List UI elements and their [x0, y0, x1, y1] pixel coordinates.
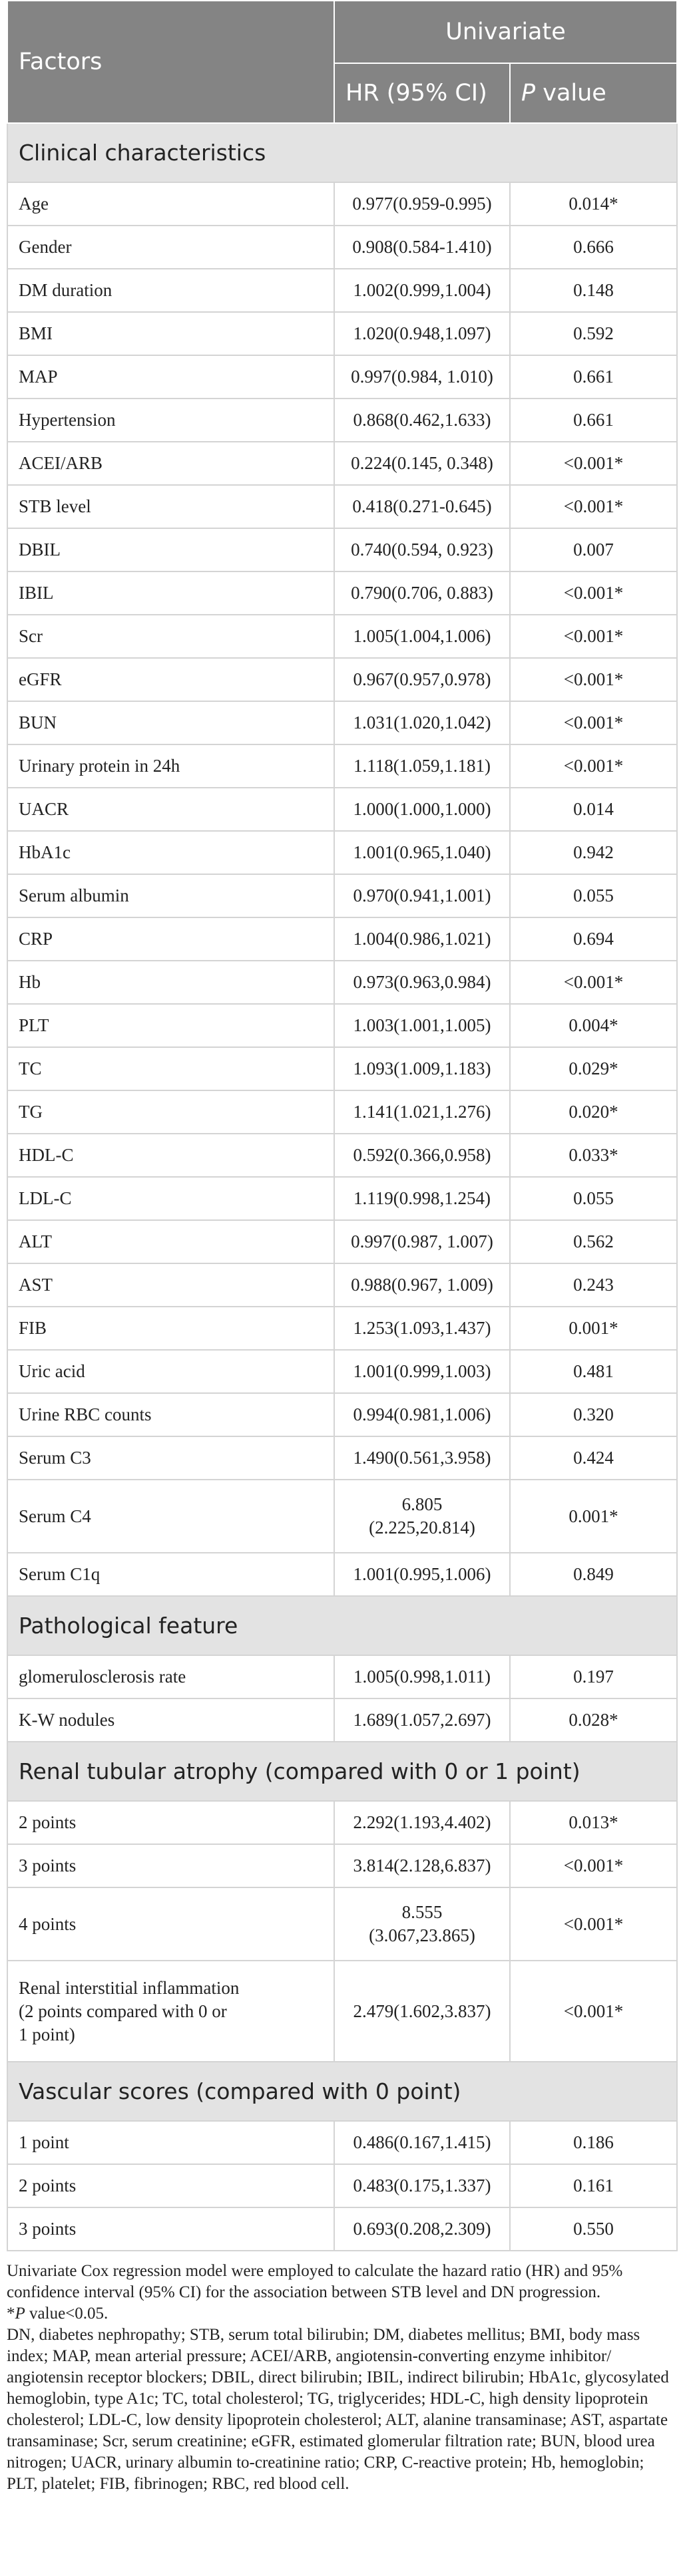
factor-label: BUN	[19, 713, 57, 732]
factor-cell	[7, 1177, 334, 1220]
hr-ci-cell	[334, 2164, 510, 2207]
table-row	[7, 1177, 677, 1220]
univariate-cox-table	[7, 0, 678, 2251]
factor-cell	[7, 1220, 334, 1263]
table-row	[7, 1307, 677, 1350]
factor-cell	[7, 874, 334, 917]
factor-label: Hypertension	[19, 410, 116, 430]
hr-value: 1.001(0.999,1.003)	[353, 1361, 491, 1381]
factor-label: CRP	[19, 929, 53, 949]
factor-label: Gender	[19, 237, 72, 257]
p-value-cell: 0.014*	[510, 182, 677, 226]
factor-label: PLT	[19, 1015, 49, 1035]
factor-cell	[7, 182, 334, 226]
table-row	[7, 917, 677, 961]
footnote-abbreviations: DN, diabetes nephropathy; STB, serum total bilirubin; DM, diabetes mellitus; BMI, body mass index; MAP, mean arterial pressure; ACEI/ARB, angiotensin-converting enzyme inhibitor/ angiotensin receptor blockers; DBIL, direct bilirubin; IBIL, indirect bilirubin; HbA1c, glycosylated hemoglobin, type A1c; TC, total cholesterol; TG, triglycerides; HDL-C, high density lipoprotein cholesterol; LDL-C, low density lipoprotein cholesterol; ALT, alanine transaminase; AST, aspartate transaminase; Scr, serum creatinine; eGFR, estimated glomerular filtration rate; BUN, blood urea nitrogen; UACR, urinary albumin to-creatinine ratio; CRP, C-reactive protein; Hb, hemoglobin; PLT, platelet; FIB, fibrinogen; RBC, red blood cell.	[7, 2326, 669, 2493]
p-value-cell: 0.013*	[510, 1801, 677, 1844]
header-p-italic: P	[521, 80, 536, 106]
hr-value: 0.790(0.706, 0.883)	[351, 583, 493, 603]
table-row	[7, 1655, 677, 1698]
hr-ci-cell	[334, 788, 510, 831]
factor-label: 3 points	[19, 2219, 77, 2239]
table-row	[7, 1090, 677, 1134]
factor-label: ACEI/ARB	[19, 453, 103, 473]
factor-cell	[7, 312, 334, 355]
hr-ci-cell	[334, 528, 510, 571]
table-row	[7, 485, 677, 528]
table-row	[7, 1393, 677, 1436]
hr-ci-cell	[334, 917, 510, 961]
table-row	[7, 1350, 677, 1393]
factor-label: DM duration	[19, 280, 113, 300]
table-row	[7, 1887, 677, 1961]
hr-value: 0.486(0.167,1.415)	[353, 2132, 491, 2152]
p-value-cell: 0.849	[510, 1553, 677, 1596]
table-row	[7, 1220, 677, 1263]
factor-cell	[7, 1047, 334, 1090]
hr-ci-cell	[334, 2207, 510, 2251]
hr-value: 1.003(1.001,1.005)	[353, 1015, 491, 1035]
hr-ci-cell	[334, 442, 510, 485]
factor-cell	[7, 226, 334, 269]
hr-ci-cell	[334, 1134, 510, 1177]
hr-value: 1.002(0.999,1.004)	[353, 280, 491, 300]
table-footnotes	[7, 2261, 672, 2495]
table-row	[7, 2207, 677, 2251]
factor-cell	[7, 269, 334, 312]
hr-ci-cell	[334, 1961, 510, 2062]
hr-ci-cell	[334, 1004, 510, 1047]
table-row	[7, 1134, 677, 1177]
hr-ci-cell	[334, 1220, 510, 1263]
factor-label: UACR	[19, 799, 69, 819]
p-value-cell: 0.197	[510, 1655, 677, 1698]
header-factors: Factors	[7, 1, 334, 123]
factor-cell	[7, 1655, 334, 1698]
p-value-cell: 0.148	[510, 269, 677, 312]
section-title: Renal tubular atrophy (compared with 0 or 1 point)	[7, 1742, 677, 1801]
p-value-cell: 0.055	[510, 874, 677, 917]
hr-value: 1.093(1.009,1.183)	[353, 1058, 491, 1078]
factor-label: STB level	[19, 496, 91, 516]
table-body	[7, 123, 677, 2251]
table-row	[7, 1004, 677, 1047]
p-value-cell: <0.001*	[510, 615, 677, 658]
factor-cell	[7, 744, 334, 788]
factor-label: 1 point	[19, 2132, 69, 2152]
factor-cell	[7, 571, 334, 615]
hr-ci-cell	[334, 312, 510, 355]
hr-ci-cell	[334, 831, 510, 874]
table-row	[7, 744, 677, 788]
hr-ci-cell	[334, 1655, 510, 1698]
factor-cell	[7, 1480, 334, 1553]
header-p-rest: value	[535, 80, 606, 106]
hr-value: 1.005(0.998,1.011)	[353, 1667, 491, 1687]
p-value-cell: 0.004*	[510, 1004, 677, 1047]
hr-value: 0.224(0.145, 0.348)	[351, 453, 493, 473]
table-row	[7, 831, 677, 874]
p-value-cell: <0.001*	[510, 1844, 677, 1887]
table-row	[7, 874, 677, 917]
hr-ci-cell	[334, 182, 510, 226]
factor-cell	[7, 1961, 334, 2062]
footnote-p-italic: P	[15, 2305, 25, 2323]
header-p-value	[510, 63, 677, 123]
p-value-cell: <0.001*	[510, 1887, 677, 1961]
hr-ci-cell	[334, 571, 510, 615]
factor-cell	[7, 528, 334, 571]
hr-ci-cell	[334, 1263, 510, 1307]
p-value-cell: <0.001*	[510, 658, 677, 701]
table-row	[7, 269, 677, 312]
factor-cell	[7, 658, 334, 701]
hr-value: 1.253(1.093,1.437)	[353, 1318, 491, 1338]
hr-value: 0.592(0.366,0.958)	[353, 1145, 491, 1165]
hr-ci-cell	[334, 744, 510, 788]
factor-cell	[7, 355, 334, 399]
factor-cell	[7, 701, 334, 744]
hr-ci-cell	[334, 355, 510, 399]
table-row	[7, 1698, 677, 1742]
factor-cell	[7, 1844, 334, 1887]
hr-ci-cell	[334, 399, 510, 442]
p-value-cell: <0.001*	[510, 744, 677, 788]
factor-label: DBIL	[19, 540, 61, 560]
factor-label: Serum albumin	[19, 886, 129, 905]
hr-value: 1.000(1.000,1.000)	[353, 799, 491, 819]
hr-value: 6.805	[401, 1494, 443, 1514]
table-row	[7, 615, 677, 658]
factor-label: glomerulosclerosis rate	[19, 1667, 186, 1687]
factor-cell	[7, 831, 334, 874]
hr-ci-cell	[334, 226, 510, 269]
hr-ci-cell	[334, 1436, 510, 1480]
factor-label: LDL-C	[19, 1188, 72, 1208]
factor-cell	[7, 485, 334, 528]
p-value-cell: 0.320	[510, 1393, 677, 1436]
factor-label: MAP	[19, 367, 58, 387]
factor-cell	[7, 1263, 334, 1307]
hr-value: 0.908(0.584-1.410)	[352, 237, 492, 257]
hr-ci-cell	[334, 1350, 510, 1393]
table-row	[7, 788, 677, 831]
table-row	[7, 1844, 677, 1887]
factor-cell	[7, 1698, 334, 1742]
table-row	[7, 571, 677, 615]
factor-cell	[7, 1436, 334, 1480]
table-row	[7, 399, 677, 442]
factor-label: HDL-C	[19, 1145, 74, 1165]
factor-label: Hb	[19, 972, 41, 992]
hr-value: 0.970(0.941,1.001)	[353, 886, 491, 905]
table-row	[7, 1801, 677, 1844]
factor-cell	[7, 961, 334, 1004]
factor-cell	[7, 1393, 334, 1436]
factor-cell	[7, 917, 334, 961]
factor-cell	[7, 1553, 334, 1596]
hr-value: 0.977(0.959-0.995)	[352, 194, 492, 214]
table-row	[7, 355, 677, 399]
table-row	[7, 528, 677, 571]
hr-ci-cell	[334, 615, 510, 658]
hr-value: 1.689(1.057,2.697)	[353, 1710, 491, 1730]
table-row	[7, 701, 677, 744]
hr-value: 0.967(0.957,0.978)	[353, 669, 491, 689]
factor-label: HbA1c	[19, 842, 71, 862]
factor-label: TG	[19, 1102, 43, 1122]
hr-value: 1.119(0.998,1.254)	[353, 1188, 491, 1208]
p-value-cell: <0.001*	[510, 1961, 677, 2062]
factor-label-line3: 1 point)	[19, 2024, 75, 2044]
hr-value: 0.973(0.963,0.984)	[353, 972, 491, 992]
table-row	[7, 1480, 677, 1553]
hr-ci-cell	[334, 1844, 510, 1887]
factor-label: K-W nodules	[19, 1710, 115, 1730]
factor-cell	[7, 2164, 334, 2207]
p-value-cell: 0.481	[510, 1350, 677, 1393]
hr-ci-cell	[334, 961, 510, 1004]
factor-label: Urine RBC counts	[19, 1404, 152, 1424]
p-value-cell: 0.666	[510, 226, 677, 269]
p-value-cell: 0.661	[510, 355, 677, 399]
hr-ci-cell	[334, 1307, 510, 1350]
factor-cell	[7, 1134, 334, 1177]
hr-ci-cell	[334, 1393, 510, 1436]
hr-value: 1.020(0.948,1.097)	[353, 323, 491, 343]
factor-label: Serum C3	[19, 1448, 91, 1468]
p-value-cell: <0.001*	[510, 485, 677, 528]
table-row	[7, 312, 677, 355]
hr-value: 0.997(0.987, 1.007)	[351, 1231, 493, 1251]
hr-ci-cell	[334, 1553, 510, 1596]
factor-label: Urinary protein in 24h	[19, 756, 180, 776]
footnote-significance	[7, 2303, 672, 2325]
p-value-cell: 0.028*	[510, 1698, 677, 1742]
p-value-cell: 0.007	[510, 528, 677, 571]
hr-ci-cell	[334, 485, 510, 528]
hr-value: 1.118(1.059,1.181)	[353, 756, 491, 776]
hr-ci-cell	[334, 2121, 510, 2164]
factor-cell	[7, 2121, 334, 2164]
factor-label: 4 points	[19, 1913, 77, 1934]
p-value-cell: 0.592	[510, 312, 677, 355]
factor-label: FIB	[19, 1318, 47, 1338]
section-title: Vascular scores (compared with 0 point)	[7, 2062, 677, 2121]
hr-value: 1.031(1.020,1.042)	[353, 713, 491, 732]
hr-value: 1.001(0.965,1.040)	[353, 842, 491, 862]
factor-cell	[7, 1090, 334, 1134]
p-value-cell: 0.055	[510, 1177, 677, 1220]
table-row	[7, 1961, 677, 2062]
table-row	[7, 1553, 677, 1596]
p-value-cell: 0.033*	[510, 1134, 677, 1177]
factor-cell	[7, 442, 334, 485]
hr-value: 1.005(1.004,1.006)	[353, 626, 491, 646]
factor-label: 3 points	[19, 1855, 77, 1875]
p-value-cell: 0.001*	[510, 1480, 677, 1553]
factor-label: eGFR	[19, 669, 62, 689]
hr-ci-cell	[334, 874, 510, 917]
hr-value: 0.868(0.462,1.633)	[353, 410, 491, 430]
p-value-cell: 0.661	[510, 399, 677, 442]
factor-label-line2: (2 points compared with 0 or	[19, 2001, 227, 2021]
table-row	[7, 1263, 677, 1307]
factor-label: 2 points	[19, 2175, 77, 2195]
factor-label: TC	[19, 1058, 42, 1078]
table-header-row	[7, 1, 677, 63]
factor-cell	[7, 1350, 334, 1393]
table-row	[7, 1047, 677, 1090]
table-row	[7, 226, 677, 269]
p-value-cell: 0.550	[510, 2207, 677, 2251]
p-value-cell: 0.694	[510, 917, 677, 961]
p-value-cell: 0.424	[510, 1436, 677, 1480]
table-row	[7, 961, 677, 1004]
hr-value: 0.693(0.208,2.309)	[353, 2219, 491, 2239]
hr-value: 1.001(0.995,1.006)	[353, 1564, 491, 1584]
table-row	[7, 442, 677, 485]
hr-value: 3.814(2.128,6.837)	[353, 1855, 491, 1875]
hr-value: 0.994(0.981,1.006)	[353, 1404, 491, 1424]
hr-value: 8.555	[401, 1902, 443, 1922]
p-value-cell: 0.014	[510, 788, 677, 831]
p-value-cell: 0.562	[510, 1220, 677, 1263]
factor-cell	[7, 1307, 334, 1350]
factor-cell	[7, 1801, 334, 1844]
section-header-row	[7, 1596, 677, 1655]
factor-label: 2 points	[19, 1812, 77, 1832]
factor-label: Serum C4	[19, 1506, 91, 1526]
header-hr-ci: HR (95% CI)	[334, 63, 510, 123]
p-value-cell: 0.161	[510, 2164, 677, 2207]
hr-ci-cell	[334, 701, 510, 744]
hr-value: 2.292(1.193,4.402)	[353, 1812, 491, 1832]
table-row	[7, 658, 677, 701]
footnote-star: *	[7, 2305, 15, 2323]
p-value-cell: <0.001*	[510, 701, 677, 744]
factor-label: IBIL	[19, 583, 54, 603]
factor-cell	[7, 1887, 334, 1961]
hr-ci-cell	[334, 1047, 510, 1090]
hr-ci-cell	[334, 269, 510, 312]
section-header-row	[7, 123, 677, 182]
factor-label: Scr	[19, 626, 43, 646]
hr-ci-cell	[334, 1887, 510, 1961]
factor-label: ALT	[19, 1231, 53, 1251]
p-value-cell: 0.186	[510, 2121, 677, 2164]
factor-cell	[7, 788, 334, 831]
hr-ci-cell	[334, 658, 510, 701]
table-row	[7, 2121, 677, 2164]
p-value-cell: 0.243	[510, 1263, 677, 1307]
p-value-cell: <0.001*	[510, 571, 677, 615]
section-header-row	[7, 2062, 677, 2121]
footnote-p-rest: value<0.05.	[25, 2305, 109, 2323]
hr-ci-cell	[334, 1801, 510, 1844]
section-title: Clinical characteristics	[7, 123, 677, 182]
hr-ci-line2: (2.225,20.814)	[369, 1518, 475, 1537]
table-row	[7, 1436, 677, 1480]
factor-cell	[7, 399, 334, 442]
p-value-cell: 0.942	[510, 831, 677, 874]
factor-cell	[7, 2207, 334, 2251]
hr-value: 2.479(1.602,3.837)	[353, 2001, 491, 2021]
section-header-row	[7, 1742, 677, 1801]
factor-label: AST	[19, 1275, 53, 1295]
p-value-cell: <0.001*	[510, 442, 677, 485]
factor-cell	[7, 1004, 334, 1047]
hr-value: 0.418(0.271-0.645)	[352, 496, 492, 516]
hr-ci-line2: (3.067,23.865)	[369, 1925, 475, 1945]
factor-label: Serum C1q	[19, 1564, 101, 1584]
factor-cell	[7, 615, 334, 658]
hr-value: 1.141(1.021,1.276)	[353, 1102, 491, 1122]
factor-label: Renal interstitial inflammation	[19, 1977, 240, 1998]
hr-ci-cell	[334, 1480, 510, 1553]
p-value-cell: <0.001*	[510, 961, 677, 1004]
section-title: Pathological feature	[7, 1596, 677, 1655]
factor-label: Age	[19, 194, 49, 214]
table-row	[7, 2164, 677, 2207]
p-value-cell: 0.029*	[510, 1047, 677, 1090]
header-univariate: Univariate	[334, 1, 677, 63]
factor-label: BMI	[19, 323, 53, 343]
factor-label: Uric acid	[19, 1361, 85, 1381]
p-value-cell: 0.020*	[510, 1090, 677, 1134]
hr-value: 0.997(0.984, 1.010)	[351, 367, 493, 387]
hr-value: 0.988(0.967, 1.009)	[351, 1275, 493, 1295]
hr-value: 1.490(0.561,3.958)	[353, 1448, 491, 1468]
hr-ci-cell	[334, 1698, 510, 1742]
hr-ci-cell	[334, 1090, 510, 1134]
hr-value: 0.740(0.594, 0.923)	[351, 540, 493, 560]
table-row	[7, 182, 677, 226]
hr-ci-cell	[334, 1177, 510, 1220]
hr-value: 1.004(0.986,1.021)	[353, 929, 491, 949]
p-value-cell: 0.001*	[510, 1307, 677, 1350]
footnote-method: Univariate Cox regression model were employed to calculate the hazard ratio (HR) and 95% confidence interval (95% CI) for the association between STB level and DN progression.	[7, 2262, 623, 2301]
hr-value: 0.483(0.175,1.337)	[353, 2175, 491, 2195]
